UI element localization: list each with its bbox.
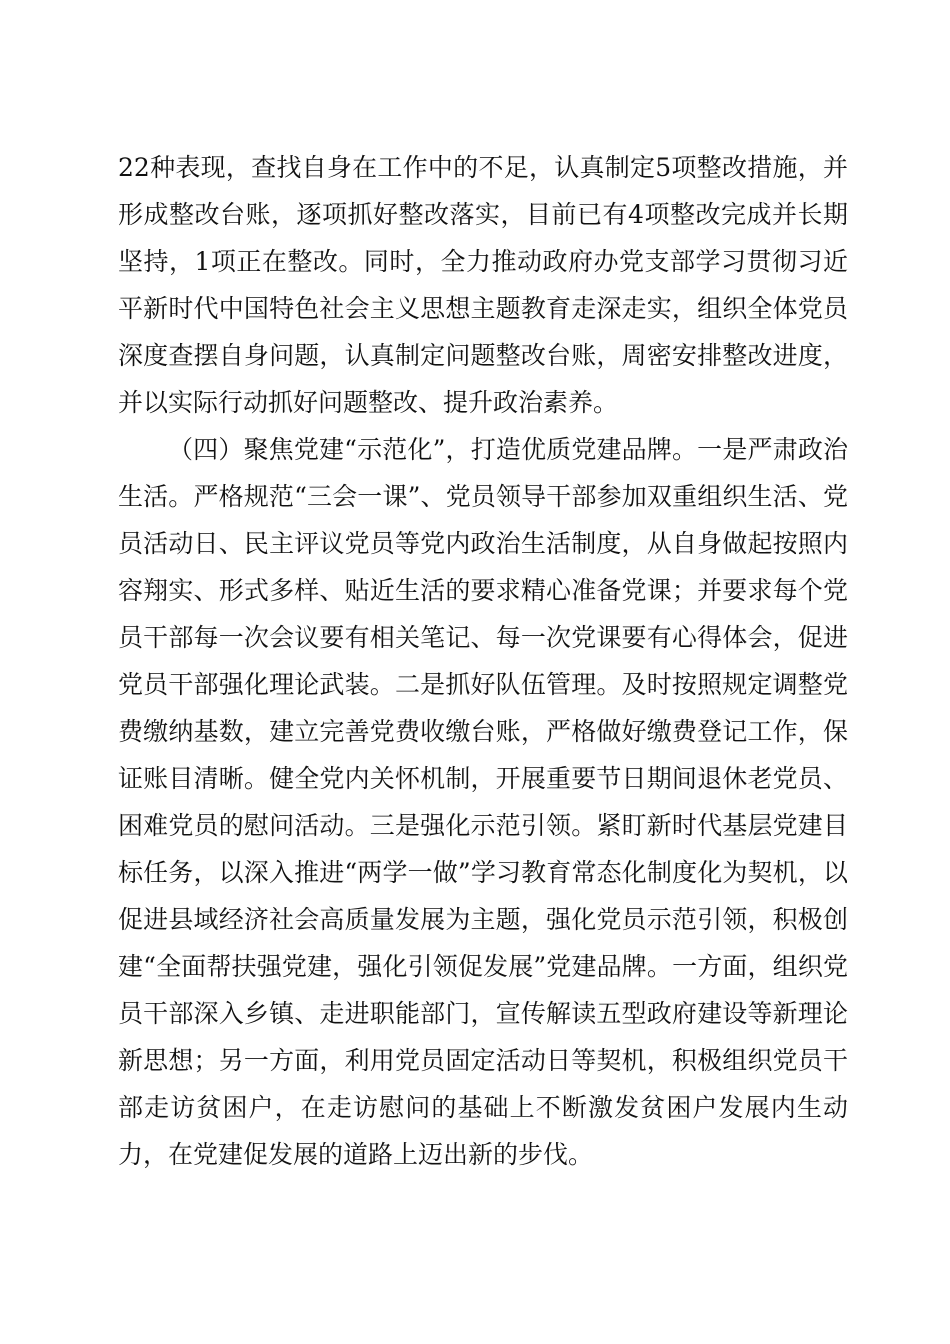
document-body — [118, 144, 848, 1178]
paragraph-section-four: （四）聚焦党建“示范化”，打造优质党建品牌。一是严肃政治生活。严格规范“三会一课”、党员领导干部参加双重组织生活、党员活动日、民主评议党员等党内政治生活制度，从自身做起按照内容翔实、形式多样、贴近生活的要求精心准备党课；并要求每个党员干部每一次会议要有相关笔记、每一次党课要有心得体会，促进党员干部强化理论武装。二是抓好队伍管理。及时按照规定调整党费缴纳基数，建立完善党费收缴台账，严格做好缴费登记工作，保证账目清晰。健全党内关怀机制，开展重要节日期间退休老党员、困难党员的慰问活动。三是强化示范引领。紧盯新时代基层党建目标任务，以深入推进“两学一做”学习教育常态化制度化为契机，以促进县域经济社会高质量发展为主题，强化党员示范引领，积极创建“全面帮扶强党建，强化引领促发展”党建品牌。一方面，组织党员干部深入乡镇、走进职能部门，宣传解读五型政府建设等新理论新思想；另一方面，利用党员固定活动日等契机，积极组织党员干部走访贫困户，在走访慰问的基础上不断激发贫困户发展内生动力，在党建促发展的道路上迈出新的步伐。 — [118, 435, 848, 1169]
paragraph-continuation: 22种表现，查找自身在工作中的不足，认真制定5项整改措施，并形成整改台账，逐项抓好整改落实，目前已有4项整改完成并长期坚持，1项正在整改。同时，全力推动政府办党支部学习贯彻习近平新时代中国特色社会主义思想主题教育走深走实，组织全体党员深度查摆自身问题，认真制定问题整改台账，周密安排整改进度，并以实际行动抓好问题整改、提升政治素养。 — [118, 153, 848, 417]
